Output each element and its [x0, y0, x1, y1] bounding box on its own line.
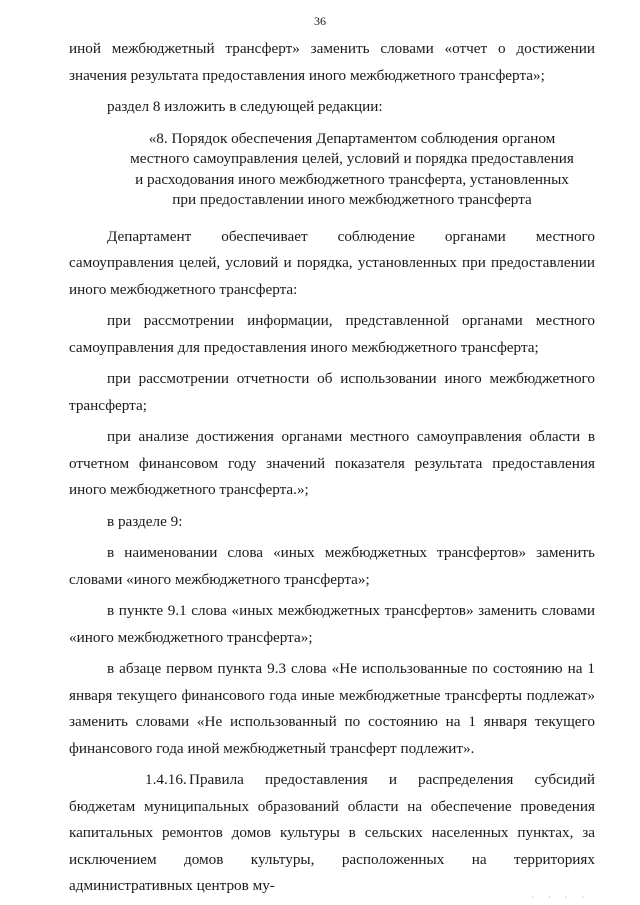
paragraph-title-change: в наименовании слова «иных межбюджетных трансфертов» заменить словами «иного межбюджетного трансферта»; [69, 544, 595, 588]
paragraph-analysis: при анализе достижения органами местного самоуправления области в отчетном финансовом году значений показателя результата предоставления иного межбюджетного трансферта.»; [69, 428, 595, 498]
heading-line: «8. Порядок обеспечения Департаментом соблюдения органом [148, 129, 556, 147]
clause-number: 1.4.16. [145, 771, 187, 788]
paragraph-section-9: в разделе 9: [107, 512, 183, 530]
paragraph-review-information: при рассмотрении информации, представленной органами местного самоуправления для предоставления иного межбюджетного трансферта; [69, 312, 595, 356]
clause-text: Правила предоставления и распределения субсидий бюджетам муниципальных образований области на обеспечение проведения капитальных ремонтов домов культуры в сельских населенных пунктах, за исключением домов культуры, расположенных на территориях административных центров му- [69, 771, 595, 894]
section-heading [109, 129, 595, 211]
paragraph-item-9-3: в абзаце первом пункта 9.3 слова «Не использованные по состоянию на 1 января текущего финансового года иные межбюджетные трансферты подлежат» заменить словами «Не использованный по состоянию на 1 января текущего финансового года иной межбюджетный трансферт подлежит». [69, 660, 595, 757]
heading-line: при предоставлении иного межбюджетного трансферта [172, 191, 532, 208]
scan-margin-marks: · · · · [531, 893, 590, 902]
paragraph-review-reporting: при рассмотрении отчетности об использовании иного межбюджетного трансферта; [69, 370, 595, 414]
paragraph-item-9-1: в пункте 9.1 слова «иных межбюджетных трансфертов» заменить словами «иного межбюджетного трансферта»; [69, 602, 595, 646]
document-body [69, 36, 595, 900]
page-number: 36 [314, 14, 326, 28]
paragraph-continuation: иной межбюджетный трансферт» заменить словами «отчет о достижении значения результата предоставления иного межбюджетного трансферта»; [69, 40, 595, 84]
paragraph-department: Департамент обеспечивает соблюдение органами местного самоуправления целей, условий и порядка, установленных при предоставлении иного межбюджетного трансферта: [69, 227, 595, 298]
heading-line: местного самоуправления целей, условий и порядка предоставления [130, 150, 574, 167]
paragraph-1-4-16 [69, 767, 595, 900]
heading-line: и расходования иного межбюджетного трансферта, установленных [135, 170, 569, 188]
paragraph-section-8: раздел 8 изложить в следующей редакции: [107, 98, 383, 115]
